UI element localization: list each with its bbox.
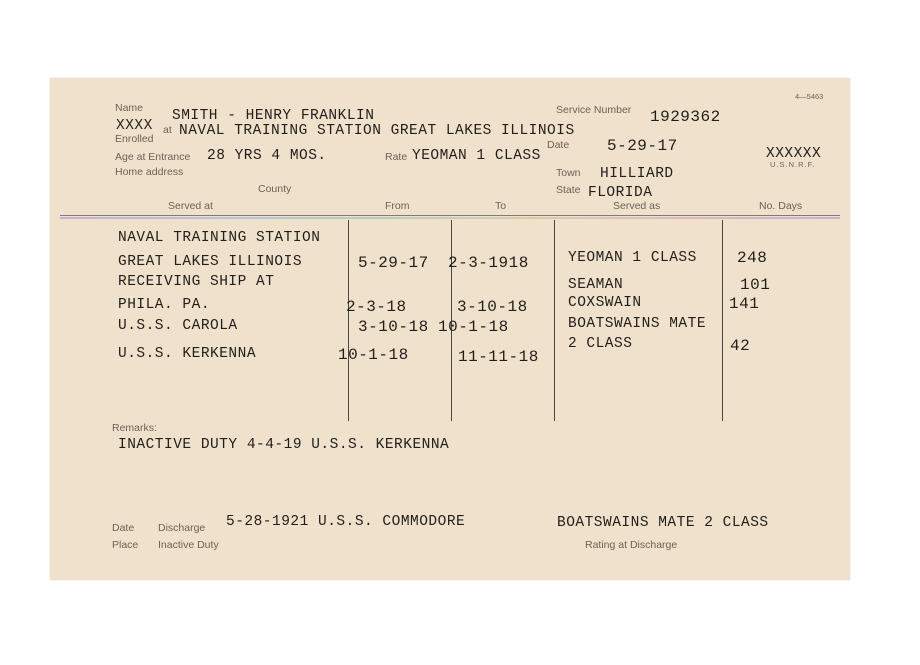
serial-overprint: XXXX: [116, 118, 153, 134]
name-value: SMITH - HENRY FRANKLIN: [172, 108, 375, 124]
to-date: 10-1-18: [438, 318, 509, 336]
to-date: 3-10-18: [457, 298, 528, 316]
days-value: 248: [737, 249, 768, 267]
rank-row: SEAMAN: [568, 277, 624, 293]
corner-overprint: XXXXXX: [766, 146, 822, 162]
divider-from: [348, 220, 349, 421]
home-address-label: Home address: [115, 166, 184, 178]
enrolled-place: NAVAL TRAINING STATION GREAT LAKES ILLINOIS: [179, 123, 575, 139]
col-no-days: No. Days: [759, 200, 803, 212]
service-number-value: 1929362: [650, 108, 721, 126]
discharge-label: Discharge: [158, 522, 206, 534]
days-value: 42: [730, 337, 751, 355]
rank-row: COXSWAIN: [568, 295, 642, 311]
header-rule-color: [60, 217, 840, 219]
rate-label: Rate: [385, 151, 408, 163]
enrolled-at-label: at: [163, 124, 172, 136]
from-date: 2-3-18: [346, 298, 407, 316]
name-label: Name: [115, 102, 144, 114]
discharge-value: 5-28-1921 U.S.S. COMMODORE: [226, 514, 466, 530]
footer-place-label: Place: [112, 539, 139, 551]
place-row: NAVAL TRAINING STATION: [118, 230, 321, 246]
rating-at-discharge-label: Rating at Discharge: [585, 539, 678, 551]
days-value: 101: [740, 276, 771, 294]
place-row: PHILA. PA.: [118, 297, 211, 313]
col-served-at: Served at: [168, 200, 213, 212]
remarks-label: Remarks:: [112, 422, 157, 434]
town-label: Town: [556, 167, 581, 179]
place-row: RECEIVING SHIP AT: [118, 274, 275, 290]
state-value: FLORIDA: [588, 185, 653, 201]
from-date: 10-1-18: [338, 346, 409, 364]
from-date: 5-29-17: [358, 254, 429, 272]
date-label: Date: [547, 139, 570, 151]
col-served-as: Served as: [613, 200, 661, 212]
town-value: HILLIARD: [600, 166, 674, 182]
county-label: County: [258, 183, 292, 195]
days-value: 141: [729, 295, 760, 313]
to-date: 11-11-18: [458, 348, 539, 366]
col-from: From: [385, 200, 410, 212]
divider-served-as: [554, 220, 555, 421]
inactive-duty-label: Inactive Duty: [158, 539, 219, 551]
col-to: To: [495, 200, 507, 212]
rank-row: BOATSWAINS MATE: [568, 316, 707, 332]
age-value: 28 YRS 4 MOS.: [207, 148, 327, 164]
service-record-card: [50, 78, 850, 580]
age-label: Age at Entrance: [115, 151, 191, 163]
place-row: U.S.S. KERKENNA: [118, 346, 257, 362]
footer-date-label: Date: [112, 522, 135, 534]
rate-value: YEOMAN 1 CLASS: [412, 148, 541, 164]
service-number-label: Service Number: [556, 104, 632, 116]
from-date: 3-10-18: [358, 318, 429, 336]
enrolled-label: Enrolled: [115, 133, 154, 145]
place-row: U.S.S. CAROLA: [118, 318, 238, 334]
place-row: GREAT LAKES ILLINOIS: [118, 254, 303, 270]
remarks-value: INACTIVE DUTY 4-4-19 U.S.S. KERKENNA: [118, 437, 450, 453]
rating-at-discharge-value: BOATSWAINS MATE 2 CLASS: [557, 515, 769, 531]
form-number: 4—5463: [795, 92, 824, 101]
corner-stamp: U.S.N.R.F.: [770, 160, 816, 169]
state-label: State: [556, 184, 581, 196]
date-value: 5-29-17: [607, 137, 678, 155]
rank-row: YEOMAN 1 CLASS: [568, 250, 697, 266]
header-rule: [60, 215, 840, 216]
rank-row: 2 CLASS: [568, 336, 633, 352]
to-date: 2-3-1918: [448, 254, 529, 272]
divider-days: [722, 220, 723, 421]
